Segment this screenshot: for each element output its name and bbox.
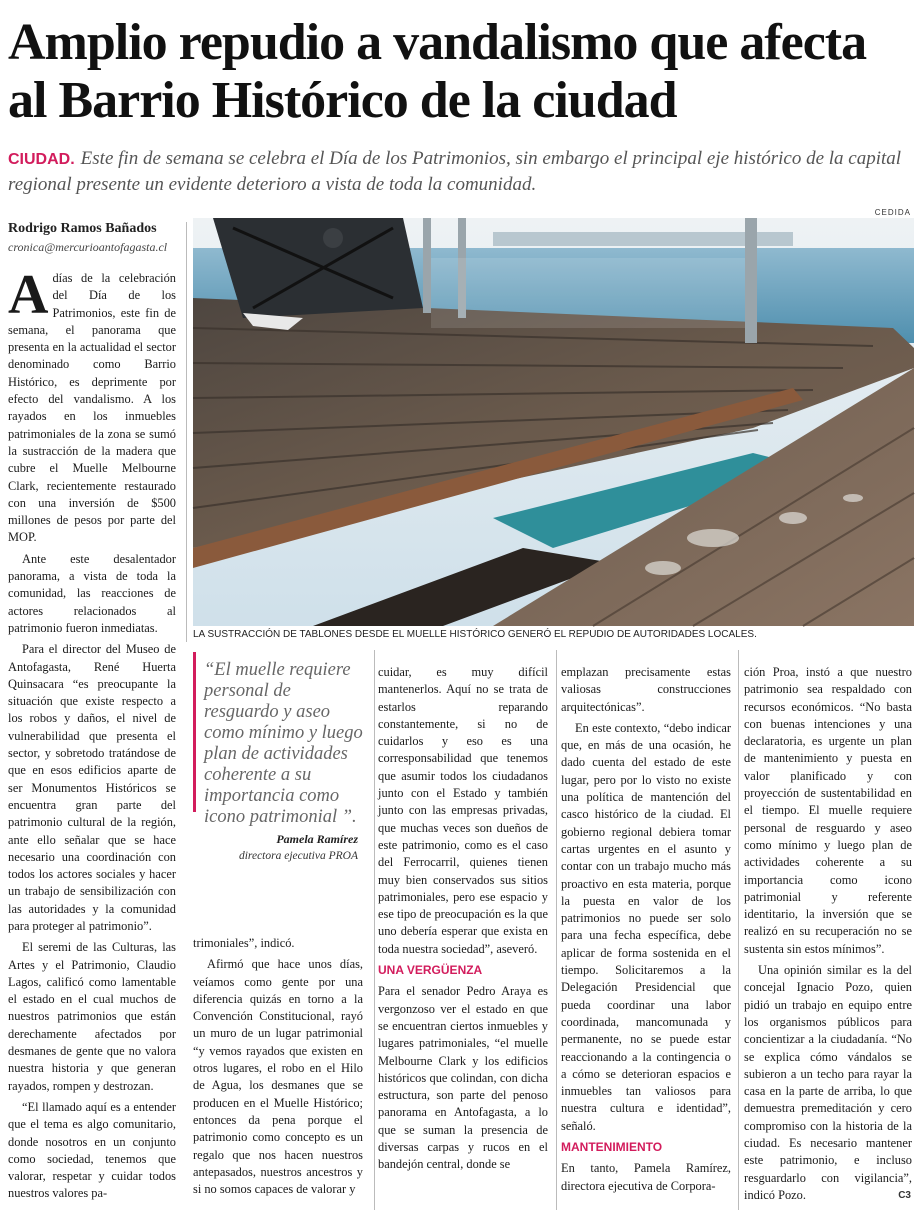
article-paragraph: emplazan precisamente estas valiosas construcciones arquitectónicas”. — [561, 665, 731, 714]
article-paragraph: Para el director del Museo de Antofagasta, René Huerta Quinsacara “es preocupante la situación que existe respecto a los robos y daños, el nivel de vulnerabilidad que presenta el sector, y sobretodo tratándose de que en esos edificios aparte de ser Monumentos Históricos se encuentra gran parte del patrimonio cultural de la región, ante ello señalar que se hace necesario una coordinación con todos los actores sociales y hacer un trabajo de sensibilización con las autoridades y la comunidad para proteger al patrimonio”. — [8, 642, 176, 933]
photo-caption: LA SUSTRACCIÓN DE TABLONES DESDE EL MUELLE HISTÓRICO GENERÓ EL REPUDIO DE AUTORIDADES LOCALES. — [193, 629, 757, 640]
section-kicker: CIUDAD. — [8, 151, 75, 168]
article-column-1 — [8, 264, 176, 1210]
article-paragraph: cuidar, es muy difícil mantenerlos. Aquí no se trata de estarlos reparando constantemente, si no de cuidarlos y eso es una corresponsabilidad que tenemos que asumir todos los ciudadanos junto con el Estado y también junto con las empresas privadas, que muchas veces son dueños de este patrimonio, como es el caso del Ferrocarril, quienes tienen muy bien conservados sus sitios patrimoniales, pero ese espacio y ese tipo de preocupación es la que uno debería esperar que exista en toda nuestra sociedad”, aseveró. — [378, 665, 548, 956]
pier-photo-illustration — [193, 218, 914, 626]
article-paragraph: Una opinión similar es la del concejal Ignacio Pozo, quien pidió un trabajo en equipo entre los organismos públicos para concientizar a la ciudadanía. “No se explica cómo vándalos se subieron a un techo para rayar la casa en la parte de arriba, lo que demuestra premeditación y cero compromiso con la historia de la ciudad. Es necesario mantener este patrimonio, e incluso resguardarlo con vigilancia”, indicó Pozo. — [744, 963, 912, 1202]
article-paragraph: Ante este desalentador panorama, a vista de toda la comunidad, las reacciones de actores relacionados al patrimonio fueron inmediatas. — [8, 551, 176, 635]
pier-photo — [193, 218, 914, 626]
column-divider — [738, 650, 739, 1210]
article-paragraph: Para el senador Pedro Araya es vergonzoso ver el estado en que se encuentran ciertos inmuebles y lugares patrimoniales, “el muelle Melbourne Clark y los edificios históricos que colindan, con dicha estructura, son parte del penoso panorama en Antofagasta, a lo que se suman la presencia de diversas carpas y rucos en el bandejón central, donde se — [378, 984, 548, 1172]
headline: Amplio repudio a vandalismo que afecta al Barrio Histórico de la ciudad — [8, 14, 867, 129]
column-divider — [556, 650, 557, 1210]
article-paragraph: ción Proa, instó a que nuestro patrimonio sea respaldado con recursos económicos. “No basta con buenas intenciones y una declaratoria, es urgente un plan de mantenimiento y puesta en valor planificado y con proyección de sustentabilidad en el tiempo. El muelle requiere personal de resguardo y aseo como mínimo y luego plan de actividades coherente a su importancia como icono patrimonial y referente identitario, la inversión que se realizó en su recuperación no se sustenta sin estos mínimos”. — [744, 665, 912, 956]
article-column-3 — [378, 664, 548, 1210]
dek — [8, 146, 908, 197]
article-paragraph: “El llamado aquí es a entender que el tema es algo comunitario, donde nosotros en un conjunto como sociedad, tenemos que valorar, respetar y cuidar todos nuestros valores pa- — [8, 1099, 176, 1201]
dek-text: Este fin de semana se celebra el Día de los Patrimonios, sin embargo el principal eje histórico de la capital regional presente un evidente deterioro a vista de toda la comunidad. — [8, 148, 902, 195]
article-paragraph: El seremi de las Culturas, las Artes y el Patrimonio, Claudio Lagos, calificó como lamentable el estado en el cual muchos de nuestros patrimonios que están derechamente afectados por desmanes de gente que no valora nuestra historia y que generan rayados, rompen y destrozan. — [8, 940, 176, 1093]
pullquote-accent-bar — [193, 652, 196, 812]
article-paragraph: Adías de la celebración del Día de los Patrimonios, este fin de semana, el panorama que presenta en la actualidad el sector denominado como Barrio Histórico, es deprimente por efecto del vandalismo. A los rayados en los inmuebles patrimoniales de la zona se sumó la sustracción de la madera que cubre el Muelle Melbourne Clark, recientemente restaurado con una inversión de $500 millones de pesos por parte del MOP. — [8, 264, 176, 545]
photo-credit: CEDIDA — [874, 208, 911, 217]
byline-author: Rodrigo Ramos Bañados — [8, 221, 157, 236]
pullquote: “El muelle requiere personal de resguardo y aseo como mínimo y luego plan de actividades coherente a su importancia como icono patrimonial ”. — [204, 660, 363, 827]
column-divider — [374, 650, 375, 1210]
end-mark: C3 — [898, 1190, 911, 1201]
article-paragraph: En tanto, Pamela Ramírez, directora ejecutiva de Corpora- — [561, 1161, 731, 1193]
pullquote-role: directora ejecutiva PROA — [238, 850, 358, 862]
pullquote-author: Pamela Ramírez — [276, 832, 358, 846]
article-column-2 — [193, 935, 363, 1210]
article-paragraph: En este contexto, “debo indicar que, en más de una ocasión, he dado cuenta del estado de este lugar, pero por lo visto no existe una política de mantención del casco histórico de la ciudad. El gobierno regional debiera tomar cartas urgentes en el asunto y contar con un trabajo mucho más proactivo en esta materia, porque la puesta en valor de los patrimonios no puede ser solo para una fecha específica, debe aplicar de forma sostenida en el tiempo. Solicitaremos a la Delegación Presidencial que pueda coordinar una labor coordinada, mancomunada y permanente, no se puede estar reaccionando a la contingencia o a cómo se deterioran espacios e inmuebles tan valiosos para nuestra cultura e identidad”, señaló. — [561, 720, 731, 1133]
column-divider — [186, 222, 187, 642]
byline-email[interactable]: cronica@mercurioantofagasta.cl — [8, 240, 168, 254]
article-paragraph: trimoniales”, indicó. — [193, 936, 295, 950]
section-subhead: MANTENIMIENTO — [561, 1140, 663, 1155]
article-paragraph: Afirmó que hace unos días, veíamos como gente por una diferencia quizás en torno a la Convención Constitucional, rayó un muro de un lugar patrimonial “y vemos rayados que existen en otros lugares, el robo en el Hilo de Agua, los desmanes que se producen en el Muelle Histórico; entonces da pena porque el patrimonio como concepto es un regalo que nos hacen nuestros antepasados, nuestros ancestros y si no somos capaces de valorar y — [193, 957, 363, 1197]
article-column-4 — [561, 664, 731, 1210]
section-subhead: UNA VERGÜENZA — [378, 963, 483, 978]
